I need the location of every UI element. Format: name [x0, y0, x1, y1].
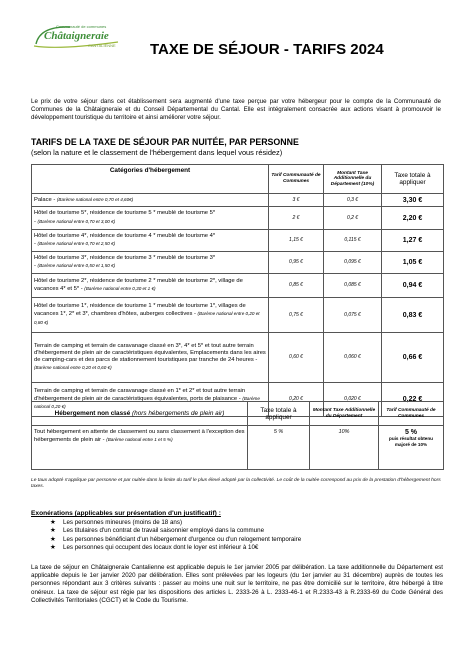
row-label	[32, 333, 269, 383]
star-icon: ★	[50, 519, 56, 526]
section-subtitle: (selon la nature et le classement de l'hébergement dans lequel vous résidez)	[31, 148, 283, 157]
exonerations-list	[50, 519, 301, 553]
row-label: Hôtel de tourisme 3*, résidence de tourisme 3 * meublé de tourisme 3* - (Barème national entre 0,50 et 1,50 €)	[32, 252, 269, 274]
logo-pre-text: Communauté de communes	[56, 24, 107, 29]
header-total: Taxe totale à appliquer	[248, 402, 310, 426]
intro-paragraph: Le prix de votre séjour dans cet établissement sera augmenté d'une taxe perçue par votre hébergeur pour le compte de la Communauté de Communes de la Châtaigneraie et du Conseil Départemental du Cantal. Elle est intégralement consacrée aux actions visant à promouvoir le développement touristique du territoire et ainsi améliorer votre séjour.	[31, 98, 441, 122]
row-total: 0,94 €	[382, 274, 444, 298]
logo-sub-text: CANTALIENNE	[88, 43, 116, 48]
table-row	[32, 298, 444, 333]
star-icon: ★	[50, 535, 56, 543]
table-row	[32, 194, 444, 207]
list-item	[50, 519, 301, 527]
list-item-text: Les titulaires d'un contrat de travail saisonnier employé dans la commune	[63, 527, 265, 535]
row-label-text: Hôtel de tourisme 5*, résidence de tourisme 5 * meublé de tourisme 5*	[34, 210, 216, 217]
row-total: 3,30 €	[382, 194, 444, 207]
row-bareme: (Barème national entre 0,30 et 1 €)	[84, 286, 156, 291]
row-tarif-note: puis résultat obtenu majoré de 10%	[389, 436, 433, 447]
row-label-text: Hôtel de tourisme 3*, résidence de tourisme 3 * meublé de tourisme 3*	[34, 254, 216, 261]
header-montant: Montant Taxe Additionnelle du Département	[310, 402, 379, 426]
row-montant: 10%	[310, 426, 379, 470]
row-label-text: Hôtel de tourisme 2*, résidence de tourisme 2 * meublé de tourisme 2*, village de vacances 4* et 5* -	[34, 277, 243, 292]
row-montant: 0,075 €	[324, 298, 382, 333]
exonerations-title: Exonérations (applicables sur présentation d'un justificatif) :	[31, 510, 221, 517]
header-tarif: Tarif Communauté de Communes	[379, 402, 444, 426]
row-bareme: (Barème national entre 0,50 et 1,50 €)	[37, 263, 116, 268]
row-bareme: (Barème national 0,20 €)	[34, 395, 260, 410]
table-row	[32, 333, 444, 383]
list-item	[50, 536, 301, 544]
table-row	[32, 274, 444, 298]
table-row	[32, 252, 444, 274]
row-total: 0,22 €	[382, 383, 444, 417]
row-montant: 0,060 €	[324, 333, 382, 383]
row-label: Hôtel de tourisme 5*, résidence de tourisme 5 * meublé de tourisme 5* - (Barème national entre 0,70 et 3,00 €)	[32, 207, 269, 230]
row-total: 1,05 €	[382, 252, 444, 274]
row-label-text: Hôtel de tourisme 1*, résidence de tourisme 1 * meublé de tourisme 1*, villages de vacances 1*, 2* et 3*, chambres d'hôtes, auberges collectives -	[34, 303, 246, 318]
row-label	[32, 426, 248, 470]
table-row	[32, 426, 444, 470]
row-montant: 0,020 €	[324, 383, 382, 417]
row-montant: 0,085 €	[324, 274, 382, 298]
row-label-text: Palace	[34, 196, 52, 203]
list-item-text: Les personnes bénéficiant d'un hébergement d'urgence ou d'un relogement temporaire	[63, 535, 302, 543]
list-item-text: Les personnes qui occupent des locaux dont le loyer est inférieur à 10€	[63, 544, 259, 552]
row-label: Hôtel de tourisme 4*, résidence de tourisme 4 * meublé de tourisme 4* - (Barème national entre 0,70 et 2,50 €)	[32, 230, 269, 252]
header-unclassified-rest: (hors hébergements de plein air)	[130, 410, 225, 417]
section-title: TARIFS DE LA TAXE DE SÉJOUR PAR NUITÉE, PAR PERSONNE	[31, 137, 299, 147]
row-label-text: Hôtel de tourisme 4*, résidence de tourisme 4 * meublé de tourisme 4*	[34, 232, 216, 239]
star-icon: ★	[50, 527, 56, 535]
row-label-text: Tout hébergement en attente de classement ou sans classement à l'exception des hébergements de plein air -	[34, 429, 245, 444]
row-total: 2,20 €	[382, 207, 444, 230]
list-item	[50, 544, 301, 552]
row-bareme: (Barème national entre 0,70 et 2,50 €)	[37, 241, 116, 246]
header-montant: Montant Taxe Additionnelle du Département (10%)	[324, 165, 382, 194]
row-montant: 0,2 €	[324, 207, 382, 230]
row-label	[32, 274, 269, 298]
row-montant: 0,3 €	[324, 194, 382, 207]
row-tarif-main: 5 %	[404, 429, 418, 436]
row-total: 1,27 €	[382, 230, 444, 252]
row-bareme: (Barème national entre 0,20 et 0,80 €)	[34, 311, 260, 325]
row-tarif: 0,75 €	[269, 298, 324, 333]
table-row	[32, 207, 444, 230]
row-montant: 0,115 €	[324, 230, 382, 252]
row-total: 5 %	[248, 426, 310, 470]
logo-brand-text: Châtaigneraie	[44, 30, 109, 42]
list-item	[50, 527, 301, 535]
row-bareme: (Barème national entre 0,70 et 4,60€)	[56, 196, 134, 202]
row-label: Palace - (Barème national entre 0,70 et 4,60€)	[32, 194, 269, 207]
row-bareme: (Barème national entre 1 et 5 %)	[106, 437, 173, 443]
header-tarif: Tarif Communauté de Communes	[269, 165, 324, 194]
row-total: 0,66 €	[382, 333, 444, 383]
star-icon: ★	[50, 544, 56, 552]
header-unclassified-bold: Hébergement non classé	[54, 410, 131, 417]
footnote: Le taux adopté s'applique par personne et par nuitée dans la limite du tarif le plus élevé adopté par la collectivité. Le coût de la nuitée correspond au prix de la prestation d'hébergement hors taxes.	[31, 478, 441, 489]
row-label-text: Terrain de camping et terrain de caravanage classé en 1* et 2* et tout autre terrain d'hébergement de plein air de caractéristiques équivalentes, ports de plaisance -	[34, 387, 246, 402]
tariff-table	[31, 164, 444, 417]
row-label-text: Terrain de camping et terrain de caravanage classé en 3*, 4* et 5* et tout autre terrain d'hébergement de plein air de caractéristiques équivalentes, Emplacements dans les aires de camping-cars et des parcs de stationnement touristiques par tranche de 24 heures -	[34, 342, 266, 363]
unclassified-table	[31, 401, 444, 470]
row-tarif: 0,95 €	[269, 252, 324, 274]
row-tarif: 1,15 €	[269, 230, 324, 252]
list-item-text: Les personnes mineures (moins de 18 ans)	[63, 519, 183, 526]
row-bareme: (Barème national entre 0,70 et 3,00 €)	[37, 218, 116, 224]
table-row	[32, 230, 444, 252]
header-total: Taxe totale à appliquer	[382, 165, 444, 194]
row-total: 0,83 €	[382, 298, 444, 333]
header-unclassified	[32, 402, 248, 426]
row-tarif: 3 €	[269, 194, 324, 207]
row-tarif: 0,85 €	[269, 274, 324, 298]
row-bareme: (Barème national entre 0,20 et 0,60 €)	[34, 365, 112, 371]
row-tarif	[379, 426, 444, 470]
row-montant: 0,095 €	[324, 252, 382, 274]
closing-paragraph: La taxe de séjour en Châtaigneraie Cantalienne est applicable depuis le 1er janvier 2005 par délibération. La taxe additionnelle du Département est applicable depuis le 1er janvier 2020 par délibération. Elles sont prélevées par les logeurs (du 1er janvier au 31 décembre) auprès de toutes les personnes répondant aux 3 critères suivants : passer au moins une nuit sur le territoire, ne pas être domicilié sur le territoire, être hébergé à titre onéreux. La taxe de séjour est régie par les dispositions des articles L. 2333-26 à L. 2333-46-1 et R.2333-43 à R.2333-69 du Code Général des Collectivités Territoriales (CGCT) et le Code du Tourisme.	[31, 564, 443, 604]
page-title: TAXE DE SÉJOUR - TARIFS 2024	[150, 41, 384, 58]
chataigneraie-logo	[30, 24, 125, 50]
header-category: Catégories d'hébergement	[32, 165, 269, 194]
row-tarif: 2 €	[269, 207, 324, 230]
row-tarif: 0,60 €	[269, 333, 324, 383]
row-tarif: 0,20 €	[269, 383, 324, 417]
row-label	[32, 298, 269, 333]
